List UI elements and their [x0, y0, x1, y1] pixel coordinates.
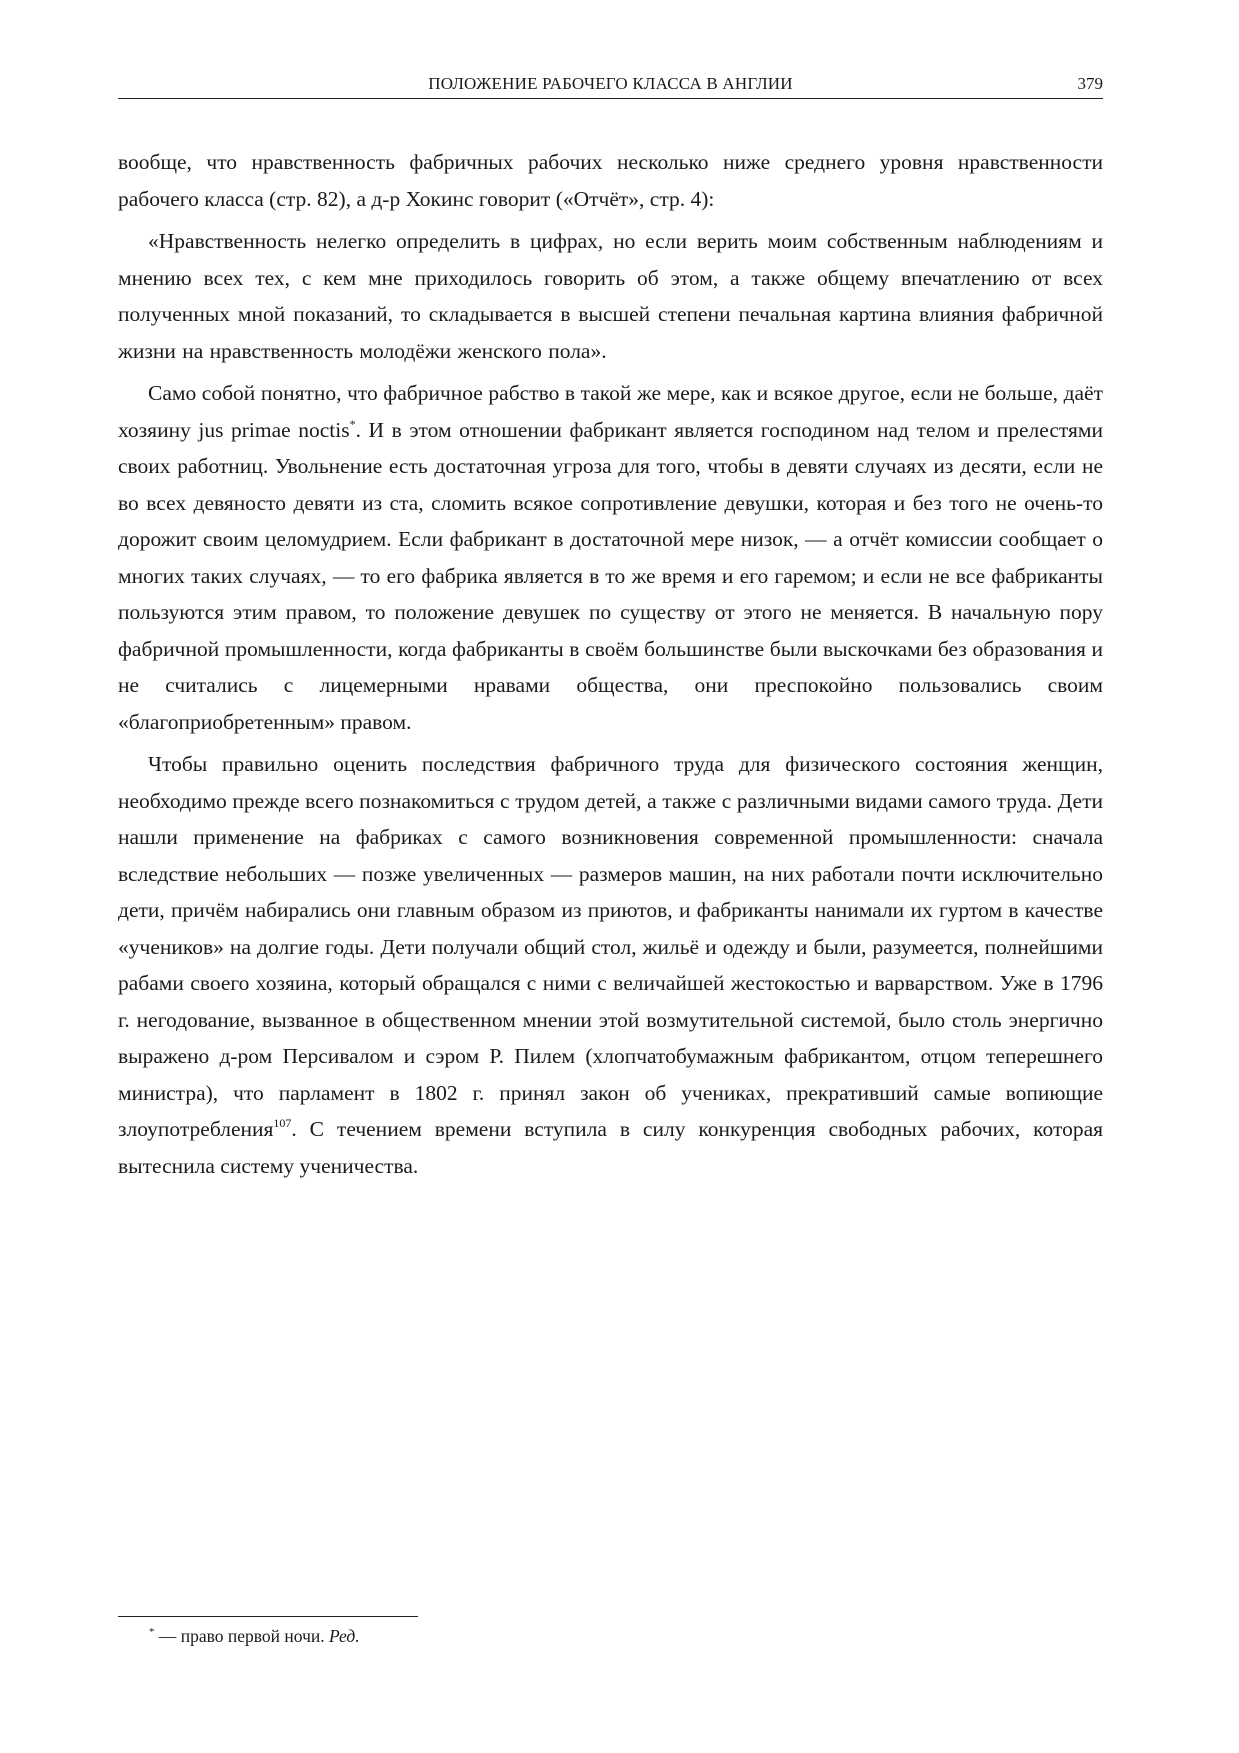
paragraph	[118, 375, 1103, 740]
footnote	[149, 1624, 360, 1648]
paragraph-text: . С течением времени вступила в силу конкуренция свободных рабочих, которая вытеснила систему ученичества.	[118, 1117, 1103, 1178]
footnote-text: — право первой ночи.	[154, 1626, 329, 1646]
footnote-reference[interactable]: *	[349, 416, 356, 431]
paragraph-text: . И в этом отношении фабрикант является господином над телом и прелестями своих работниц. Увольнение есть достаточная угроза для того, чтобы в девяти случаях из десяти, если не во всех девяносто девяти из ста, сломить всякое сопротивление девушки, которая и без того не очень-то дорожит своим целомудрием. Если фабрикант в достаточной мере низок, — а отчёт комиссии сообщает о многих таких случаях, — то его фабрика является в то же время и его гаремом; и если не все фабриканты пользуются этим правом, то положение девушек по существу от этого не меняется. В начальную пору фабричной промышленности, когда фабриканты в своём большинстве были выскочками без образования и не считались с лицемерными нравами общества, они преспокойно пользовались своим «благоприобретенным» правом.	[118, 417, 1104, 734]
block-quote: «Нравственность нелегко определить в цифрах, но если верить моим собственным наблюдениям и мнению всех тех, с кем мне приходилось говорить об этом, а также общему впечатлению от всех полученных мной показаний, то складывается в высшей степени печальная картина влияния фабричной жизни на нравственность молодёжи женского пола».	[118, 229, 1103, 363]
page-body	[118, 144, 1103, 1184]
paragraph-text: Чтобы правильно оценить последствия фабричного труда для физического состояния женщин, необходимо прежде всего познакомиться с трудом детей, а также с различными видами самого труда. Дети нашли применение на фабриках с самого возникновения современной промышленности: сначала вследствие небольших — позже увеличенных — размеров машин, на них работали почти исключительно дети, причём набирались они главным образом из приютов, и фабриканты нанимали их гуртом в качестве «учеников» на долгие годы. Дети получали общий стол, жильё и одежду и были, разумеется, полнейшими рабами своего хозяина, который обращался с ними с величайшей жестокостью и варварством. Уже в 1796 г. негодование, вызванное в общественном мнении этой возмутительной системой, было столь энергично выражено д-ром Персивалом и сэром Р. Пилем (хлопчатобумажным фабрикантом, отцом теперешнего министра), что парламент в 1802 г. принял закон об учениках, прекративший самые вопиющие злоупотребления	[118, 752, 1103, 1141]
paragraph-text: Само собой понятно, что фабричное рабство в такой же мере, как и всякое другое, если не больше, даёт хозяину jus primae noctis	[118, 381, 1103, 442]
paragraph-continuation: вообще, что нравственность фабричных рабочих несколько ниже среднего уровня нравственности рабочего класса (стр. 82), а д-р Хокинс говорит («Отчёт», стр. 4):	[118, 150, 1103, 211]
running-header	[118, 72, 1103, 99]
footnote-separator	[118, 1616, 418, 1617]
endnote-reference[interactable]: 107	[273, 1116, 292, 1130]
footnote-marker: *	[149, 1626, 155, 1638]
page-number: 379	[1077, 74, 1103, 93]
running-header-title: ПОЛОЖЕНИЕ РАБОЧЕГО КЛАССА В АНГЛИИ	[428, 74, 793, 93]
paragraph	[118, 746, 1103, 1184]
footnote-editor-mark: Ред.	[329, 1626, 360, 1646]
